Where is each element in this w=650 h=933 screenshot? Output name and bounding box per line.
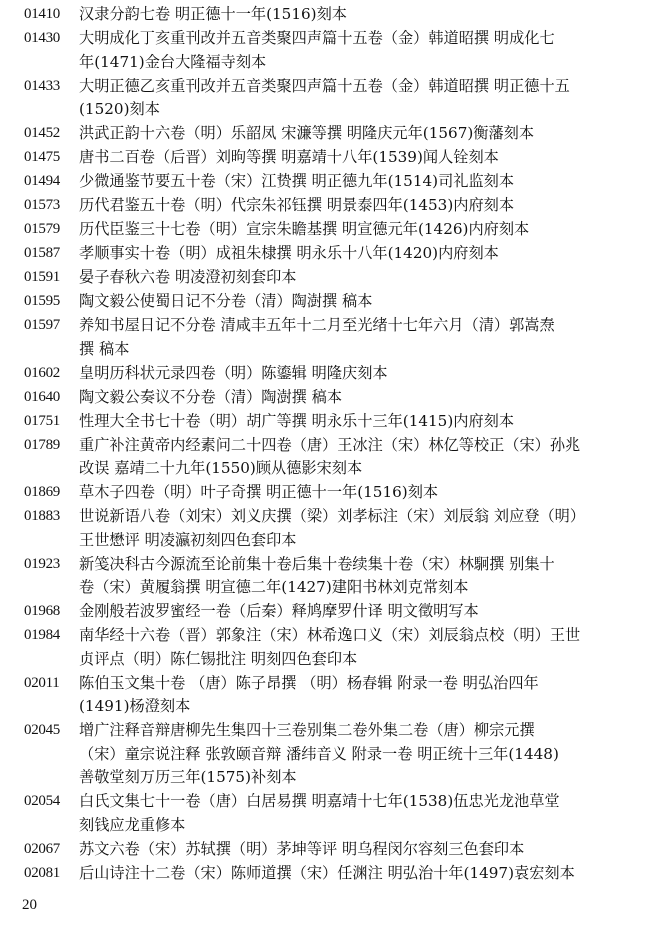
entry-text: 唐书二百卷（后晋）刘昫等撰 明嘉靖十八年(1539)闻人铨刻本 xyxy=(79,148,499,166)
catalog-entry xyxy=(24,624,624,671)
entry-text: 性理大全书七十卷（明）胡广等撰 明永乐十三年(1415)内府刻本 xyxy=(79,411,515,430)
catalog-entry xyxy=(24,194,624,218)
catalog-entry xyxy=(24,434,624,481)
catalog-entry xyxy=(24,146,624,170)
entry-text: 少微通鉴节要五十卷（宋）江贽撰 明正德九年(1514)司礼监刻本 xyxy=(79,172,515,190)
entry-number: 01595 xyxy=(24,293,61,309)
entry-text: 陈伯玉文集十卷 （唐）陈子昂撰 （明）杨春辑 附录一卷 明弘治四年 (1491)杨澄刻本 xyxy=(79,673,539,715)
entry-number: 01968 xyxy=(24,603,61,619)
entry-number: 01923 xyxy=(24,555,61,572)
entry-text: 孝顺事实十卷（明）成祖朱棣撰 明永乐十八年(1420)内府刻本 xyxy=(79,244,499,262)
entry-number: 01602 xyxy=(24,364,61,381)
catalog-entry xyxy=(24,481,624,505)
catalog-entry xyxy=(24,75,624,122)
entry-text: 世说新语八卷（刘宋）刘义庆撰（梁）刘孝标注（宋）刘辰翁 刘应登（明） 王世懋评 明凌瀛初刻四色套印本 xyxy=(79,507,586,549)
entry-text: 历代臣鉴三十七卷（明）宣宗朱瞻基撰 明宣德元年(1426)内府刻本 xyxy=(79,220,530,238)
entry-number: 02045 xyxy=(24,722,61,738)
catalog-entries xyxy=(24,3,624,886)
catalog-entry xyxy=(24,672,624,719)
catalog-entry xyxy=(24,838,624,862)
entry-number: 02081 xyxy=(24,864,61,881)
entry-text: 历代君鉴五十卷（明）代宗朱祁钰撰 明景泰四年(1453)内府刻本 xyxy=(79,196,515,214)
entry-text: 养知书屋日记不分卷 清咸丰五年十二月至光绪十七年六月（清）郭嵩焘 撰 稿本 xyxy=(79,316,555,358)
catalog-entry xyxy=(24,122,624,146)
entry-text: 后山诗注十二卷（宋）陈师道撰（宋）任渊注 明弘治十年(1497)袁宏刻本 xyxy=(79,863,575,882)
entry-number: 01789 xyxy=(24,436,61,453)
entry-number: 01410 xyxy=(24,6,61,22)
entry-number: 01640 xyxy=(24,388,61,405)
catalog-entry xyxy=(24,362,624,386)
entry-text: 苏文六卷（宋）苏轼撰（明）茅坤等评 明乌程闵尔容刻三色套印本 xyxy=(79,839,525,858)
entry-number: 01475 xyxy=(24,149,61,165)
entry-number: 01751 xyxy=(24,412,61,429)
catalog-entry xyxy=(24,27,624,74)
catalog-entry xyxy=(24,242,624,266)
entry-text: 皇明历科状元录四卷（明）陈鎏辑 明隆庆刻本 xyxy=(79,363,388,382)
entry-number: 01597 xyxy=(24,317,61,333)
entry-text: 金刚般若波罗蜜经一卷（后秦）释鸠摩罗什译 明文徵明写本 xyxy=(79,602,479,620)
entry-text: 重广补注黄帝内经素问二十四卷（唐）王冰注（宋）林亿等校正（宋）孙兆 改误 嘉靖二十九年(1550)顾从德影宋刻本 xyxy=(79,435,581,477)
entry-number: 02054 xyxy=(24,793,61,809)
catalog-entry xyxy=(24,505,624,552)
catalog-entry xyxy=(24,862,624,886)
entry-number: 01573 xyxy=(24,197,61,213)
entry-text: 陶文毅公使蜀日记不分卷（清）陶澍撰 稿本 xyxy=(79,292,373,310)
entry-number: 01494 xyxy=(24,173,61,189)
entry-text: 南华经十六卷（晋）郭象注（宋）林希逸口义（宋）刘辰翁点校（明）王世 贞评点（明）陈仁锡批注 明刻四色套印本 xyxy=(79,626,581,668)
entry-text: 白氏文集七十一卷（唐）白居易撰 明嘉靖十七年(1538)伍忠光龙池草堂 刻钱应龙重修本 xyxy=(79,792,560,834)
entry-number: 01587 xyxy=(24,245,61,261)
catalog-entry xyxy=(24,410,624,434)
entry-number: 01984 xyxy=(24,627,61,643)
catalog-entry xyxy=(24,600,624,624)
entry-text: 大明成化丁亥重刊改并五音类聚四声篇十五卷（金）韩道昭撰 明成化七 年(1471)金台大隆福寺刻本 xyxy=(79,29,555,71)
catalog-entry xyxy=(24,3,624,27)
entry-text: 草木子四卷（明）叶子奇撰 明正德十一年(1516)刻本 xyxy=(79,483,439,501)
entry-text: 汉隶分韵七卷 明正德十一年(1516)刻本 xyxy=(79,5,347,23)
entry-text: 洪武正韵十六卷（明）乐韶凤 宋濂等撰 明隆庆元年(1567)衡藩刻本 xyxy=(79,124,535,142)
entry-text: 大明正德乙亥重刊改并五音类聚四声篇十五卷（金）韩道昭撰 明正德十五 (1520)刻本 xyxy=(79,76,570,118)
catalog-entry xyxy=(24,719,624,790)
entry-number: 01883 xyxy=(24,508,61,524)
catalog-entry xyxy=(24,170,624,194)
entry-number: 01869 xyxy=(24,484,61,500)
entry-number: 01430 xyxy=(24,30,61,46)
entry-number: 01579 xyxy=(24,221,61,237)
entry-text: 增广注释音辩唐柳先生集四十三卷别集二卷外集二卷（唐）柳宗元撰 （宋）童宗说注释 张敦颐音辩 潘纬音义 附录一卷 明正统十三年(1448) 善敬堂刻万历三年(1575)补刻本 xyxy=(79,721,559,786)
entry-number: 02067 xyxy=(24,840,61,857)
catalog-entry xyxy=(24,266,624,290)
entry-number: 01591 xyxy=(24,269,61,285)
entry-number: 01433 xyxy=(24,77,61,94)
entry-text: 陶文毅公奏议不分卷（清）陶澍撰 稿本 xyxy=(79,387,343,406)
catalog-entry xyxy=(24,314,624,361)
entry-text: 新笺决科古今源流至论前集十卷后集十卷续集十卷（宋）林駉撰 别集十 卷（宋）黄履翁撰 明宣德二年(1427)建阳书林刘克常刻本 xyxy=(79,554,555,596)
entry-number: 02011 xyxy=(24,674,60,691)
entry-text: 晏子春秋六卷 明凌澄初刻套印本 xyxy=(79,268,297,286)
catalog-entry xyxy=(24,386,624,410)
page-number: 20 xyxy=(22,897,37,913)
catalog-entry xyxy=(24,290,624,314)
catalog-entry xyxy=(24,790,624,837)
entry-number: 01452 xyxy=(24,125,61,141)
catalog-entry xyxy=(24,218,624,242)
catalog-entry xyxy=(24,553,624,600)
